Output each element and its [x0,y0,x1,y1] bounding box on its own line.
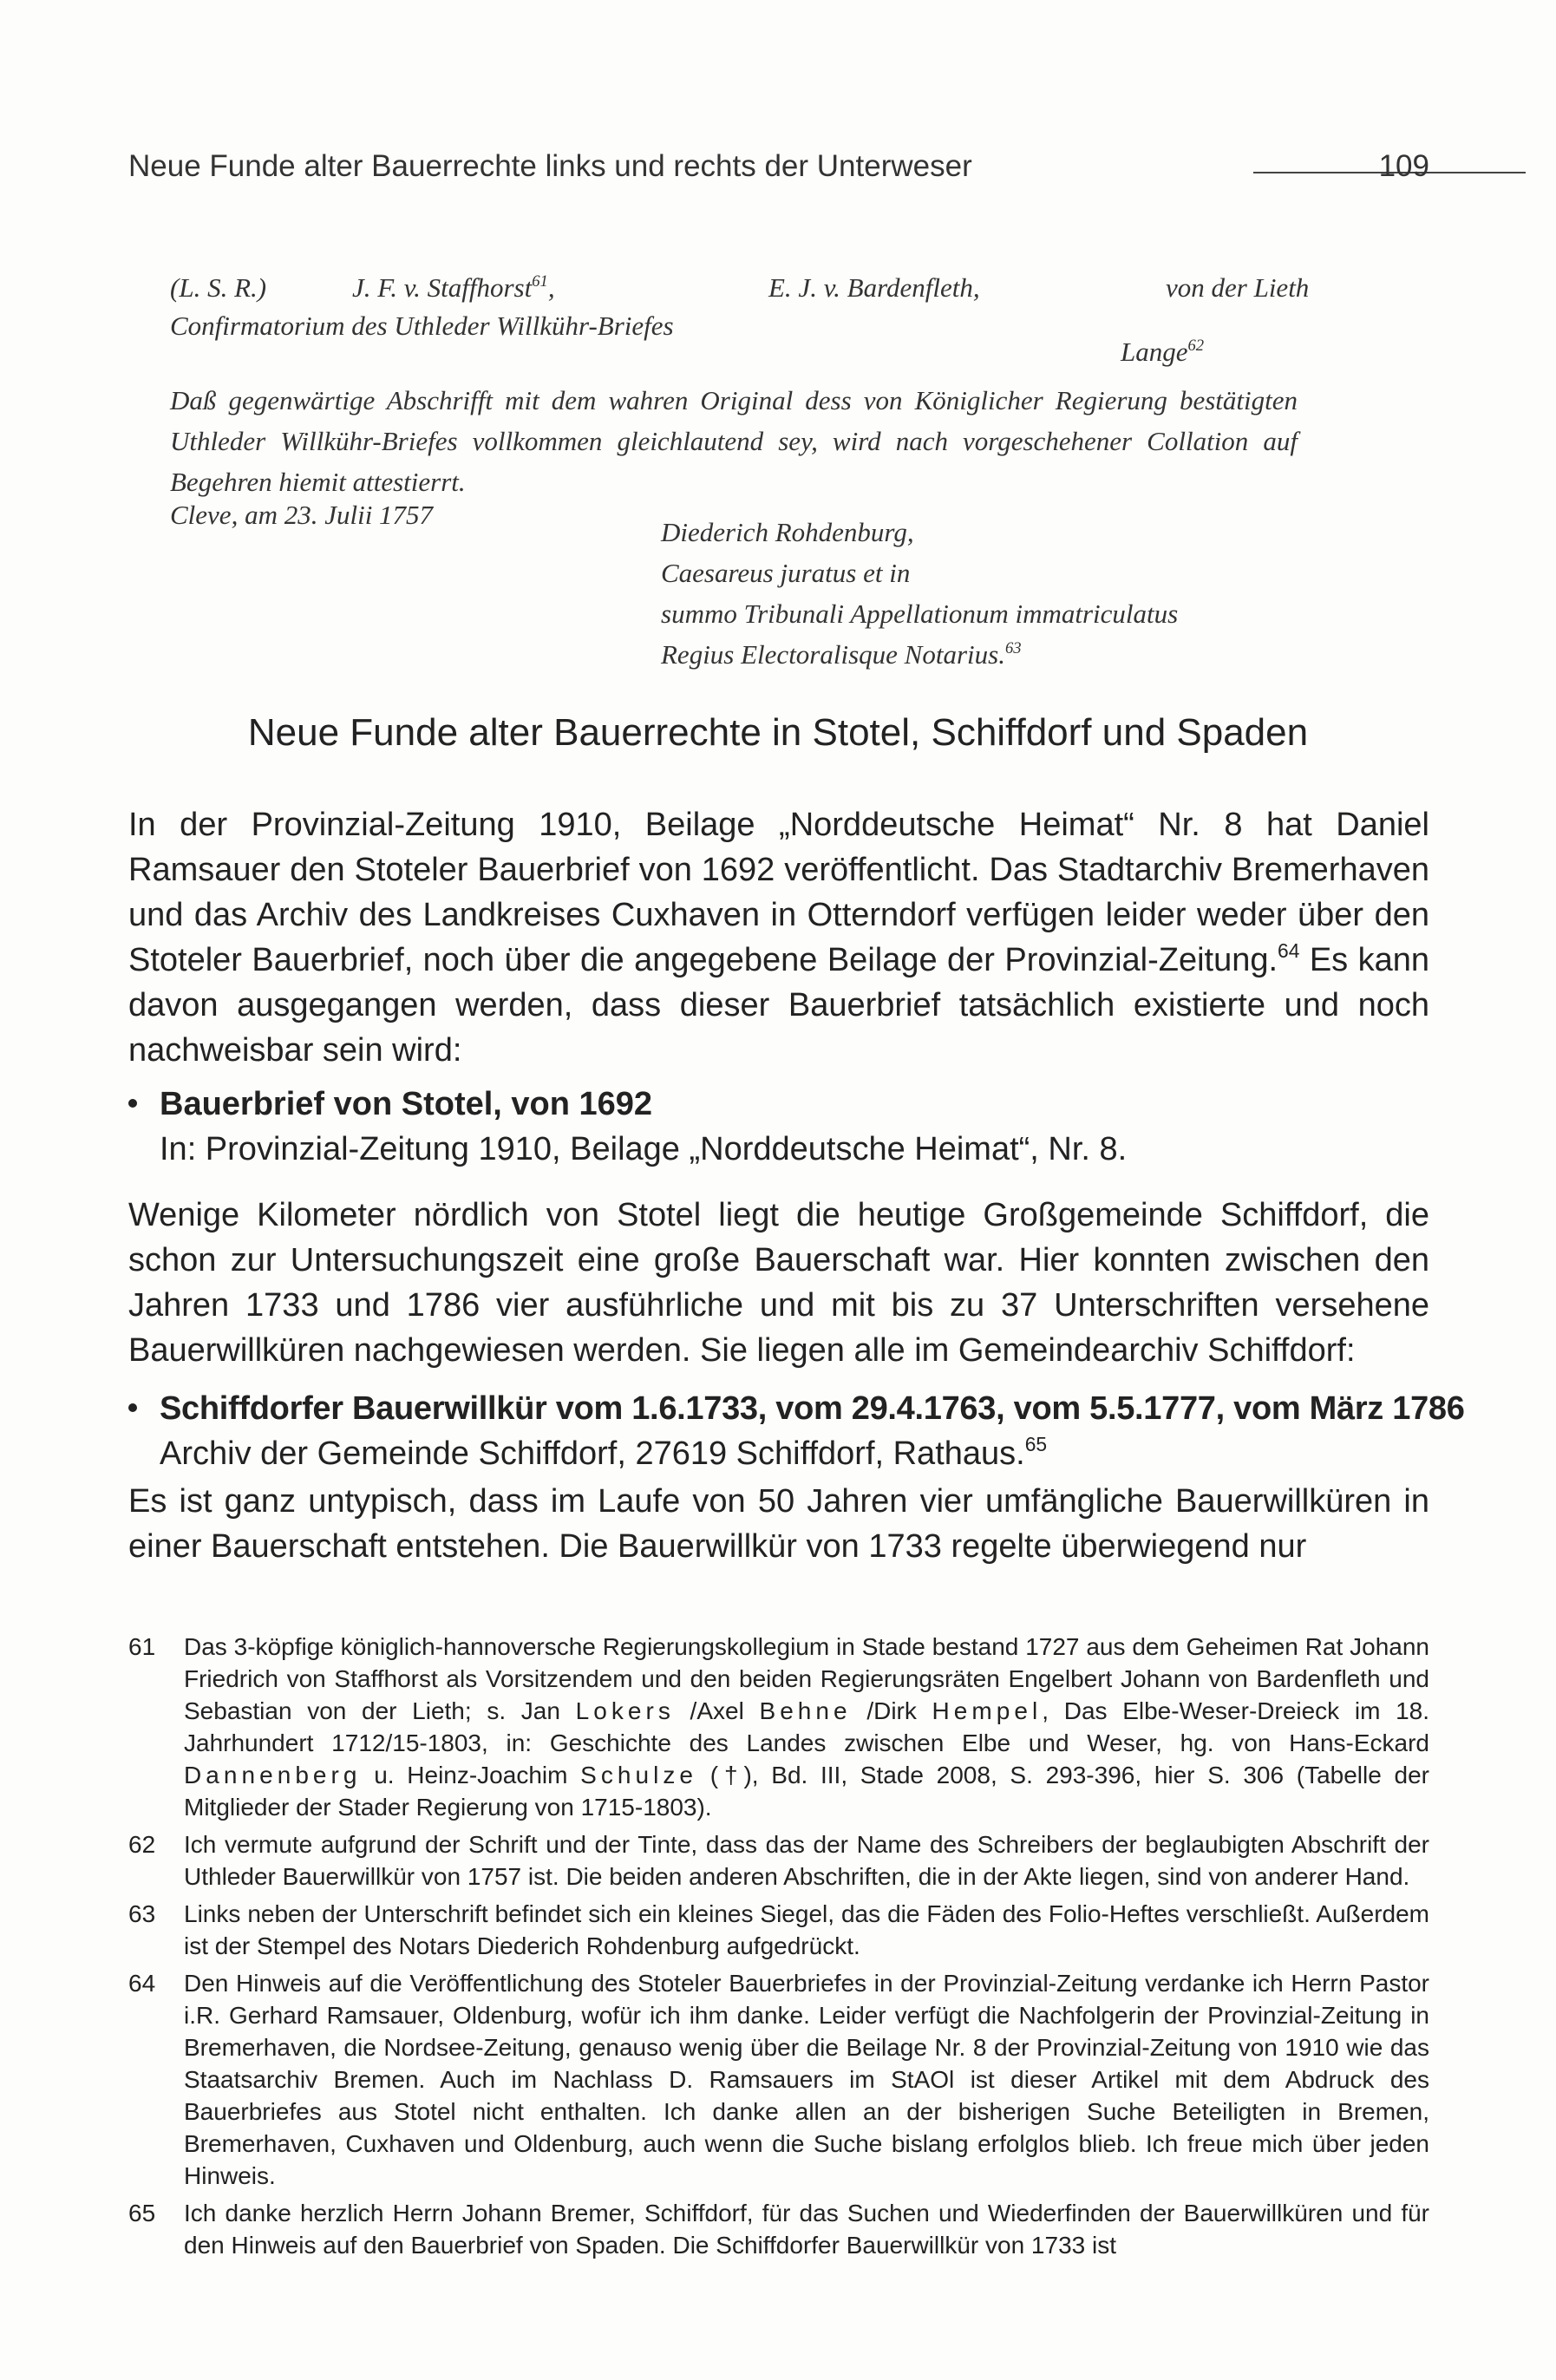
footnote-number: 64 [128,1970,156,1997]
signature-row [170,272,1384,307]
footnote-ref-65: 65 [1024,1433,1048,1456]
footnote-ref-64: 64 [1278,939,1300,963]
footnote-number: 62 [128,1831,156,1858]
confirmatorium-line: Confirmatorium des Uthleder Willkühr-Briefes [170,311,674,341]
footnote-ref-62: 62 [1187,336,1205,355]
notary-line: summo Tribunali Appellationum immatriculatus [661,598,1179,629]
footnote-ref-61: 61 [532,271,548,291]
seal-mark: (L. S. R.) [170,272,267,303]
bullet-stotel [128,1082,1447,1177]
footnote-65: 65 Ich danke herzlich Herrn Johann Bremer, Schiffdorf, für das Suchen und Wiederfinden der Bauerwillküren und für den Hinweis auf den Bauerbrief von Spaden. Die Schiffdorfer Bauerwillkür von 1733 ist [128,2197,1429,2261]
paragraph-untypical: Es ist ganz untypisch, dass im Laufe von 50 Jahren vier umfängliche Bauerwillküren in einer Bauerschaft entstehen. Die Bauerwillkür von 1733 regelte überwiegend nur [128,1483,1429,1565]
signature-lieth: von der Lieth [1166,272,1310,303]
bullet-title: Schiffdorfer Bauerwillkür vom 1.6.1733, vom 29.4.1763, vom 5.5.1777, vom März 1786 [160,1390,1465,1427]
notary-block [661,512,1178,675]
footnote-number: 63 [128,1900,156,1927]
signature-lange: Lange$^{62}$ [1121,336,1205,367]
signature-staffhorst: J. F. v. Staffhorst$^{61}$, [352,271,555,303]
page-number: 109 [1378,149,1429,183]
running-head-title: Neue Funde alter Bauerrechte links und rechts der Unterweser [128,149,972,183]
footnote-63: 63 Links neben der Unterschrift befindet sich ein kleines Siegel, das die Fäden des Folio-Heftes verschließt. Außerdem ist der Stempel des Notars Diederich Rohdenburg aufgedrückt. [128,1898,1429,1962]
bullet-source: Archiv der Gemeinde Schiffdorf, 27619 Schiffdorf, Rathaus.$^{65}$ [160,1433,1048,1472]
footnote-number: 65 [128,2200,156,2226]
paragraph-schiffdorf: Wenige Kilometer nördlich von Stotel liegt die heutige Großgemeinde Schiffdorf, die schon zur Untersuchungszeit eine große Bauerschaft war. Hier konnten zwischen den Jahren 1733 und 1786 vier ausführliche und mit bis zu 37 Unterschriften versehene Bauerwillküren nachgewiesen werden. Sie liegen alle im Gemeindearchiv Schiffdorf: [128,1197,1429,1369]
bullet-icon [128,1403,137,1412]
footnote-number: 61 [128,1633,156,1660]
bullet-schiffdorf [128,1386,1465,1481]
footnote-62: 62 Ich vermute aufgrund der Schrift und der Tinte, dass das der Name des Schreibers der beglaubigten Abschrift der Uthleder Bauerwillkür von 1757 ist. Die beiden anderen Abschriften, die in der Akte liegen, sind von anderer Hand. [128,1828,1429,1893]
section-heading: Neue Funde alter Bauerrechte in Stotel, Schiffdorf und Spaden [247,711,1309,754]
notary-line: Diederich Rohdenburg, [661,517,914,547]
footnotes [128,1631,1429,2266]
bullet-source: In: Provinzial-Zeitung 1910, Beilage „Norddeutsche Heimat“, Nr. 8. [160,1131,1128,1167]
notary-line: Regius Electoralisque Notarius.$^{63}$ [661,638,1022,670]
attestation-place-date: Cleve, am 23. Julii 1757 [170,500,434,530]
bullet-icon [128,1099,137,1108]
footnote-64: 64 Den Hinweis auf die Veröffentlichung des Stoteler Bauerbriefes in der Provinzial-Zeitung verdanke ich Herrn Pastor i.R. Gerhard Ramsauer, Oldenburg, wofür ich ihm danke. Leider verfügt die Nachfolgerin der Provinzial-Zeitung in Bremerhaven, die Nordsee-Zeitung, genauso wenig über die Beilage Nr. 8 der Provinzial-Zeitung von 1910 wie das Staatsarchiv Bremen. Auch im Nachlass D. Ramsauers im StAOl ist dieser Artikel mit dem Abdruck des Bauerbriefes aus Stotel nicht enthalten. Ich danke allen an der bisherigen Suche Beteiligten in Bremen, Bremerhaven, Cuxhaven und Oldenburg, auch wenn die Suche bislang erfolglos blieb. Ich freue mich über jeden Hinweis. [128,1967,1429,2192]
running-head [128,149,1429,201]
notary-line: Caesareus juratus et in [661,558,911,588]
signature-bardenfleth: E. J. v. Bardenfleth, [768,272,980,303]
attestation-text: Daß gegenwärtige Abschrifft mit dem wahren Original dess von Königlicher Regierung bestätigten Uthleder Willkühr-Briefes vollkommen gleichlautend sey, wird nach vorgeschehener Collation auf Begehren hiemit attestierrt. [170,385,1298,497]
footnote-ref-63: 63 [1004,638,1022,657]
bullet-title: Bauerbrief von Stotel, von 1692 [160,1086,653,1122]
footnote-61: 61 Das 3-köpfige königlich-hannoversche Regierungskollegium in Stade bestand 1727 aus dem Geheimen Rat Johann Friedrich von Staffhorst als Vorsitzendem und den beiden Regierungsräten Engelbert Johann von Bardenfleth und Sebastian von der Lieth; s. Jan Lokers /Axel Behne /Dirk Hempel, Das Elbe-Weser-Dreieck im 18. Jahrhundert 1712/15-1803, in: Geschichte des Landes zwischen Elbe und Weser, hg. von Hans-Eckard Dannenberg u. Heinz-Joachim Schulze (†), Bd. III, Stade 2008, S. 293-396, hier S. 306 (Tabelle der Mitglieder der Stader Regierung von 1715-1803). [128,1631,1429,1823]
paragraph-stotel: In der Provinzial-Zeitung 1910, Beilage „Norddeutsche Heimat“ Nr. 8 hat Daniel Ramsauer den Stoteler Bauerbrief von 1692 veröffentlicht. Das Stadtarchiv Bremerhaven und das Archiv des Landkreises Cuxhaven in Otterndorf verfügen leider weder über den Stoteler Bauerbrief, noch über die angegebene Beilage der Provinzial-Zeitung.$^{64}$ Es kann davon ausgegangen werden, dass dieser Bauerbrief tatsächlich existierte und noch nachweisbar sein wird: [128,807,1429,1069]
